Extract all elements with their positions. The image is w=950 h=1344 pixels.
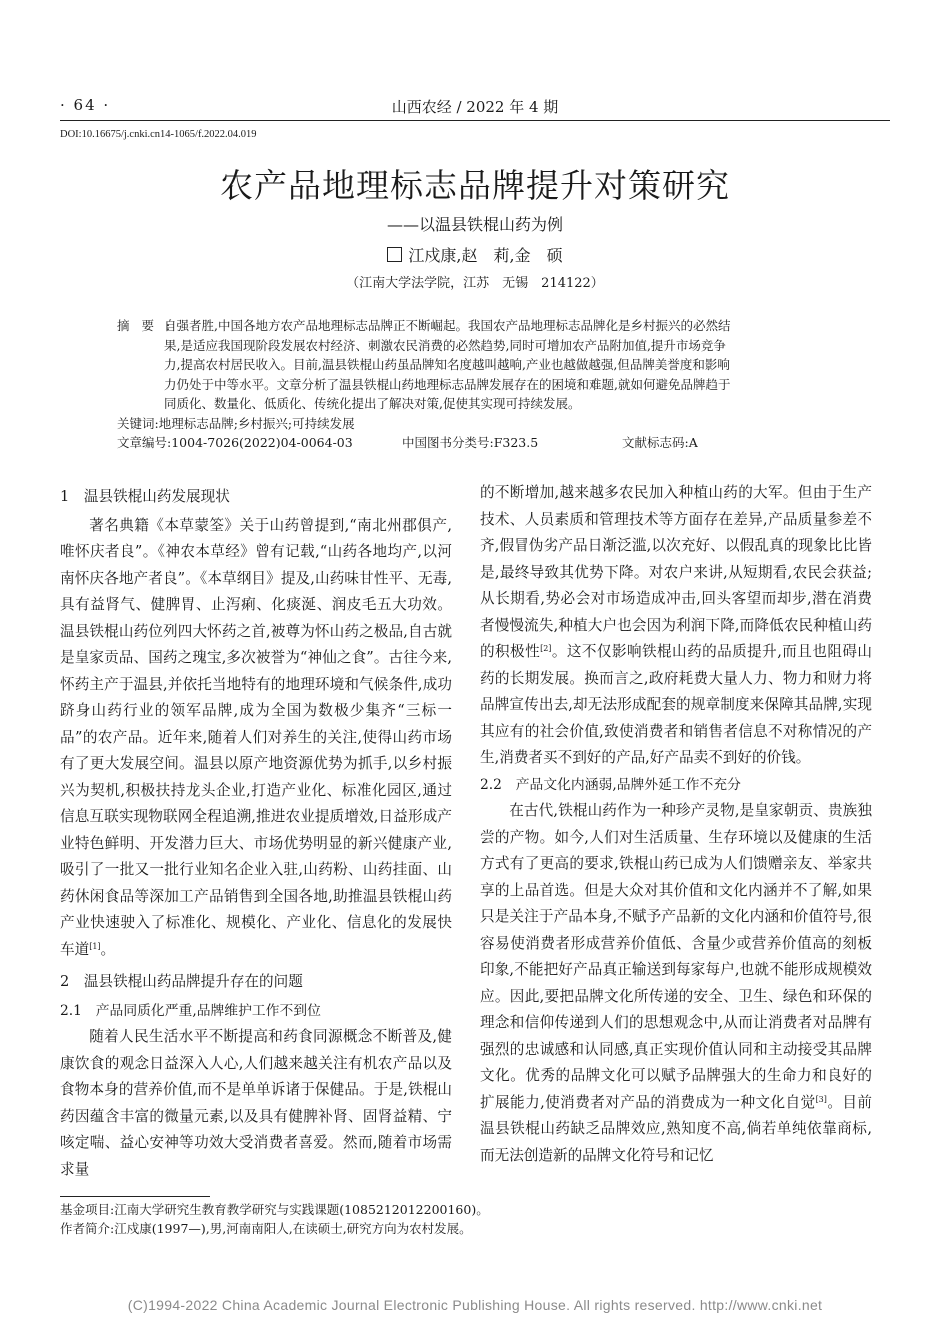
author-bio: 作者简介:江戍康(1997—),男,河南南阳人,在读硕士,研究方向为农村发展。 bbox=[60, 1221, 472, 1236]
paragraph: 在古代,铁棍山药作为一种珍产灵物,是皇家朝贡、贵族独尝的产物。如今,人们对生活质量、生存环境以及健康的生活方式有了更高的要求,铁棍山药已成为人们馈赠亲友、举家共享的上品首选。但是大众对其价值和文化内涵并不了解,如果只是关注于产品本身,不赋予产品新的文化内涵和价值符号,很容易使消费者形成营养价值低、含量少或营养价值高的刻板印象,不能把好产品真正输送到每家每户,也就不能形成规模效应。因此,要把品牌文化所传递的安全、卫生、绿色和环保的理念和信仰传递到人们的思想观念中,从而让消费者对品牌有强烈的忠诚感和认同感,真正实现价值认同和主动接受其品牌文化。优秀的品牌文化可以赋予品牌强大的生命力和良好的扩展能力,使消费者对产品的消费成为一种文化自觉[3]。目前温县铁棍山药缺乏品牌效应,熟知度不高,倘若单纯依靠商标,而无法创造新的品牌文化符号和记忆 bbox=[480, 802, 872, 1164]
citation-2: [2] bbox=[540, 644, 552, 653]
footnote-rule bbox=[60, 1196, 210, 1197]
journal-issue: 山西农经 / 2022 年 4 期 bbox=[391, 98, 559, 116]
citation-3: [3] bbox=[815, 1094, 827, 1104]
abstract-line: 力仍处于中等水平。文章分析了温县铁棍山药地理标志品牌发展存在的困境和难题,就如何避免品牌趋于 bbox=[164, 376, 731, 392]
copyright-notice: (C)1994-2022 China Academic Journal Electronic Publishing House. All rights reserved. http://www.cnki.net bbox=[127, 1297, 823, 1313]
abstract-line: 力,提高农村居民收入。目前,温县铁棍山药虽品牌知名度越叫越响,产业也越做越强,但品牌美誉度和影响 bbox=[164, 357, 730, 372]
footnote bbox=[60, 1200, 489, 1238]
abstract-line bbox=[117, 316, 830, 336]
subsection-heading-2-1: 2.1 产品同质化严重,品牌维护工作不到位 bbox=[60, 1002, 321, 1019]
section-heading-2: 2 温县铁棍山药品牌提升存在的问题 bbox=[60, 973, 303, 990]
article-title: 农产品地理标志品牌提升对策研究 bbox=[220, 166, 730, 205]
affiliation: （江南大学法学院，江苏 无锡 214122） bbox=[346, 276, 604, 291]
document-code: 文献标志码:A bbox=[622, 435, 698, 450]
section-heading-1: 1 温县铁棍山药发展现状 bbox=[60, 488, 230, 505]
author-names: 江戍康,赵 莉,金 硕 bbox=[408, 246, 563, 265]
header-rule bbox=[60, 120, 890, 121]
left-column bbox=[60, 482, 452, 1183]
article-meta bbox=[117, 433, 830, 453]
article-number: 文章编号:1004-7026(2022)04-0064-03 bbox=[117, 435, 353, 450]
subsection-heading-2-2: 2.2 产品文化内涵弱,品牌外延工作不充分 bbox=[480, 776, 741, 793]
paragraph: 随着人民生活水平不断提高和药食同源概念不断普及,健康饮食的观念日益深入人心,人们越来越关注有机农产品以及食物本身的营养价值,而不是单单诉诸于保健品。于是,铁棍山药因蕴含丰富的微量元素,以及具有健脾补肾、固肾益精、宁咳定喘、益心安神等功效大受消费者喜爱。然而,随着市场需求量 bbox=[60, 1028, 452, 1178]
fund-note: 基金项目:江南大学研究生教育教学研究与实践课题(1085212012200160)。 bbox=[60, 1202, 489, 1217]
authors bbox=[0, 243, 950, 266]
abstract-text: 自强者胜,中国各地方农产品地理标志品牌正不断崛起。我国农产品地理标志品牌化是乡村振兴的必然结 bbox=[164, 318, 731, 333]
citation-1: [1] bbox=[89, 941, 101, 951]
clc-number: 中国图书分类号:F323.5 bbox=[402, 435, 539, 450]
abstract-line: 同质化、数量化、低质化、传统化提出了解决对策,促使其实现可持续发展。 bbox=[164, 396, 581, 411]
paragraph: 的不断增加,越来越多农民加入种植山药的大军。但由于生产技术、人员素质和管理技术等方面存在差异,产品质量参差不齐,假冒伪劣产品日渐泛滥,以次充好、以假乱真的现象比比皆是,最终导致其优势下降。对农户来讲,从短期看,农民会获益;从长期看,势必会对市场造成冲击,回头客望而却步,潜在消费者慢慢流失,种植大户也会因为利润下降,而降低农民种植山药的积极性[2]。这不仅影响铁棍山药的品质提升,而且也阻碍山药的长期发展。换而言之,政府耗费大量人力、物力和财力将品牌宣传出去,却无法形成配套的规章制度来保障其品牌,实现其应有的社会价值,致使消费者和销售者信息不对称情况的产生,消费者买不到好的产品,好产品卖不到好的价钱。 bbox=[480, 484, 872, 766]
article-subtitle: ——以温县铁棍山药为例 bbox=[386, 215, 563, 234]
doi: DOI:10.16675/j.cnki.cn14-1065/f.2022.04.019 bbox=[60, 129, 257, 140]
right-column bbox=[480, 480, 872, 1169]
paragraph: 著名典籍《本草蒙筌》关于山药曾提到,“南北州郡俱产,唯怀庆者良”。《神农本草经》曾有记载,“山药各地均产,以河南怀庆各地产者良”。《本草纲目》提及,山药味甘性平、无毒,具有益肾气、健脾胃、止泻痢、化痰涎、润皮毛五大功效。温县铁棍山药位列四大怀药之首,被尊为怀山药之极品,自古就是皇家贡品、国药之瑰宝,多次被誉为“神仙之食”。古往今来,怀药主产于温县,并依托当地特有的地理环境和气候条件,成功跻身山药行业的领军品牌,成为全国为数极少集齐“三标一品”的农产品。近年来,随着人们对养生的关注,使得山药市场有了更大发展空间。温县以原产地资源优势为抓手,以乡村振兴为契机,积极扶持龙头企业,打造产业化、标准化园区,通过信息互联实现物联网全程追溯,推进农业提质增效,日益形成产业特色鲜明、开发潜力巨大、市场优势明显的新兴健康产业,吸引了一批又一批行业知名企业入驻,山药粉、山药挂面、山药休闲食品等深加工产品销售到全国各地,助推温县铁棍山药产业快速驶入了标准化、规模化、产业化、信息化的发展快车道[1]。 bbox=[60, 516, 452, 958]
author-box-icon bbox=[387, 247, 402, 262]
keywords: 关键词:地理标志品牌;乡村振兴;可持续发展 bbox=[117, 415, 355, 431]
abstract-block bbox=[117, 316, 830, 453]
page-number: · 64 · bbox=[60, 96, 111, 114]
abstract-label: 摘要: bbox=[117, 318, 183, 333]
abstract-line: 果,是适应我国现阶段发展农村经济、刺激农民消费的必然趋势,同时可增加农产品附加值,提升市场竞争 bbox=[164, 337, 726, 353]
